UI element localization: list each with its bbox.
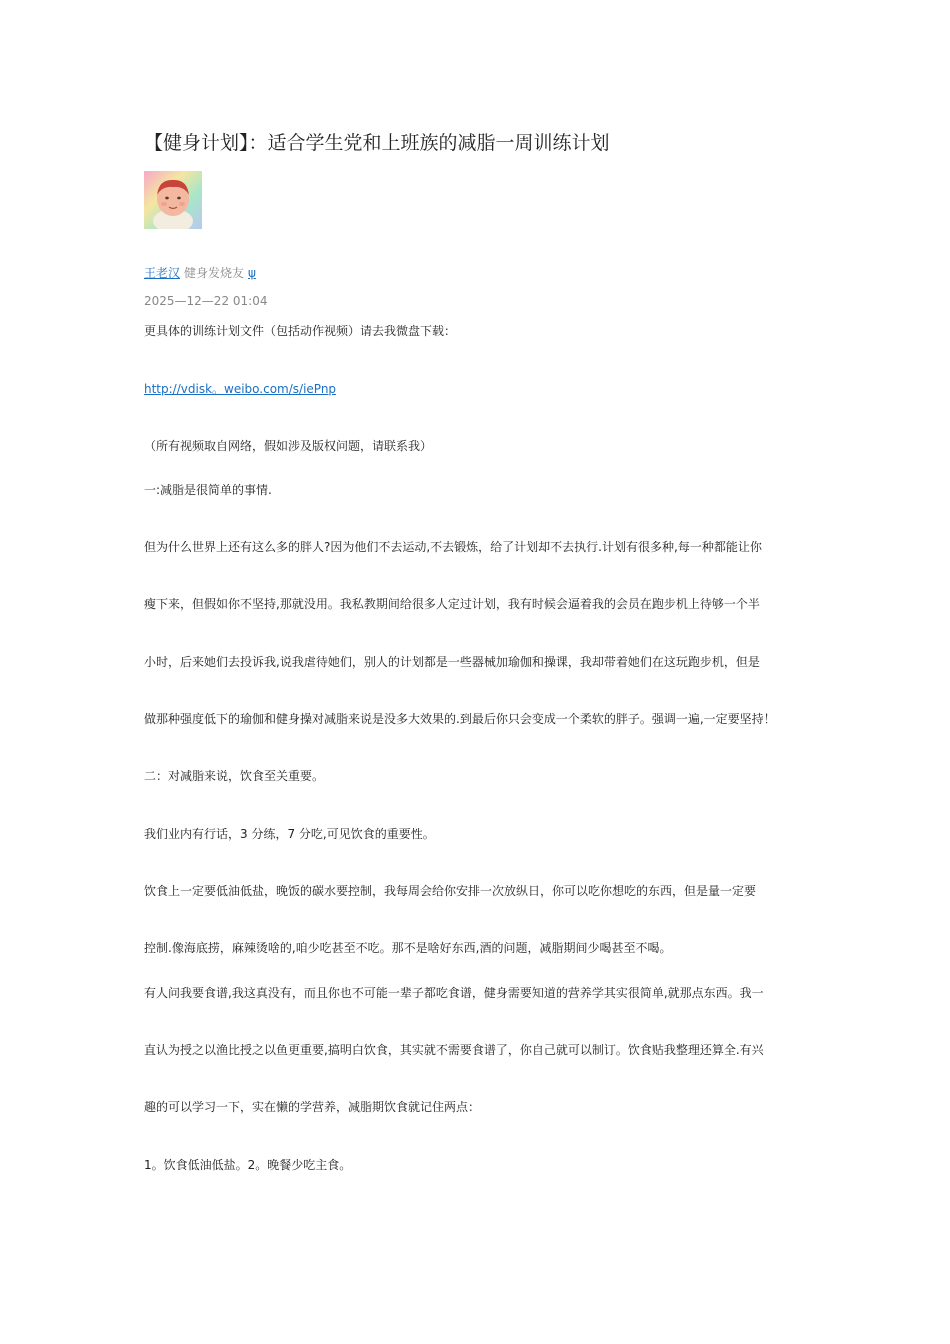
body-line: 我们业内有行话，3 分练，7 分吃,可见饮食的重要性。 — [144, 827, 435, 841]
body-line: 趣的可以学习一下，实在懒的学营养，减脂期饮食就记住两点： — [144, 1100, 481, 1114]
section-heading: 二：对减脂来说，饮食至关重要。 — [144, 769, 325, 783]
post-timestamp: 2025—12—22 01:04 — [144, 294, 268, 308]
author-name-link[interactable]: 王老汉 — [144, 266, 181, 280]
disclaimer-text: （所有视频取自网络，假如涉及版权问题，请联系我） — [144, 439, 433, 453]
download-link-row — [144, 380, 336, 397]
vdisk-download-link[interactable]: http://vdisk。weibo.com/s/iePnp — [144, 382, 337, 396]
body-line: 直认为授之以渔比授之以鱼更重要,搞明白饮食，其实就不需要食谱了，你自己就可以制订。饮食贴我整理还算全.有兴 — [144, 1043, 764, 1057]
body-line: 1。饮食低油低盐。2。晚餐少吃主食。 — [144, 1158, 352, 1172]
author-meta — [144, 264, 256, 281]
body-line: 但为什么世界上还有这么多的胖人?因为他们不去运动,不去锻炼，给了计划却不去执行.计划有很多种,每一种都能让你 — [144, 540, 762, 554]
intro-text: 更具体的训练计划文件（包括动作视频）请去我微盘下载： — [144, 324, 457, 338]
baby-face-avatar-icon — [144, 171, 202, 229]
article-title: 【健身计划】：适合学生党和上班族的减脂一周训练计划 — [144, 132, 610, 154]
psi-badge-icon[interactable]: ψ — [248, 266, 256, 280]
body-line: 小时，后来她们去投诉我,说我虐待她们，别人的计划都是一些器械加瑜伽和操课，我却带着她们在这玩跑步机，但是 — [144, 655, 760, 669]
body-line: 瘦下来，但假如你不坚持,那就没用。我私教期间给很多人定过计划，我有时候会逼着我的会员在跑步机上待够一个半 — [144, 597, 760, 611]
body-line: 做那种强度低下的瑜伽和健身操对减脂来说是没多大效果的.到最后你只会变成一个柔软的胖子。强调一遍,一定要坚持！ — [144, 712, 776, 726]
body-line: 一:减脂是很简单的事情. — [144, 483, 272, 497]
body-line: 有人问我要食谱,我这真没有，而且你也不可能一辈子都吃食谱，健身需要知道的营养学其实很简单,就那点东西。我一 — [144, 986, 764, 1000]
author-tag: 健身发烧友 — [184, 266, 245, 280]
body-line: 饮食上一定要低油低盐，晚饭的碳水要控制，我每周会给你安排一次放纵日，你可以吃你想吃的东西，但是量一定要 — [144, 884, 757, 898]
author-avatar[interactable] — [144, 171, 202, 229]
body-line: 控制.像海底捞，麻辣烫啥的,咱少吃甚至不吃。那不是啥好东西,酒的问题，减脂期间少喝甚至不喝。 — [144, 941, 672, 955]
